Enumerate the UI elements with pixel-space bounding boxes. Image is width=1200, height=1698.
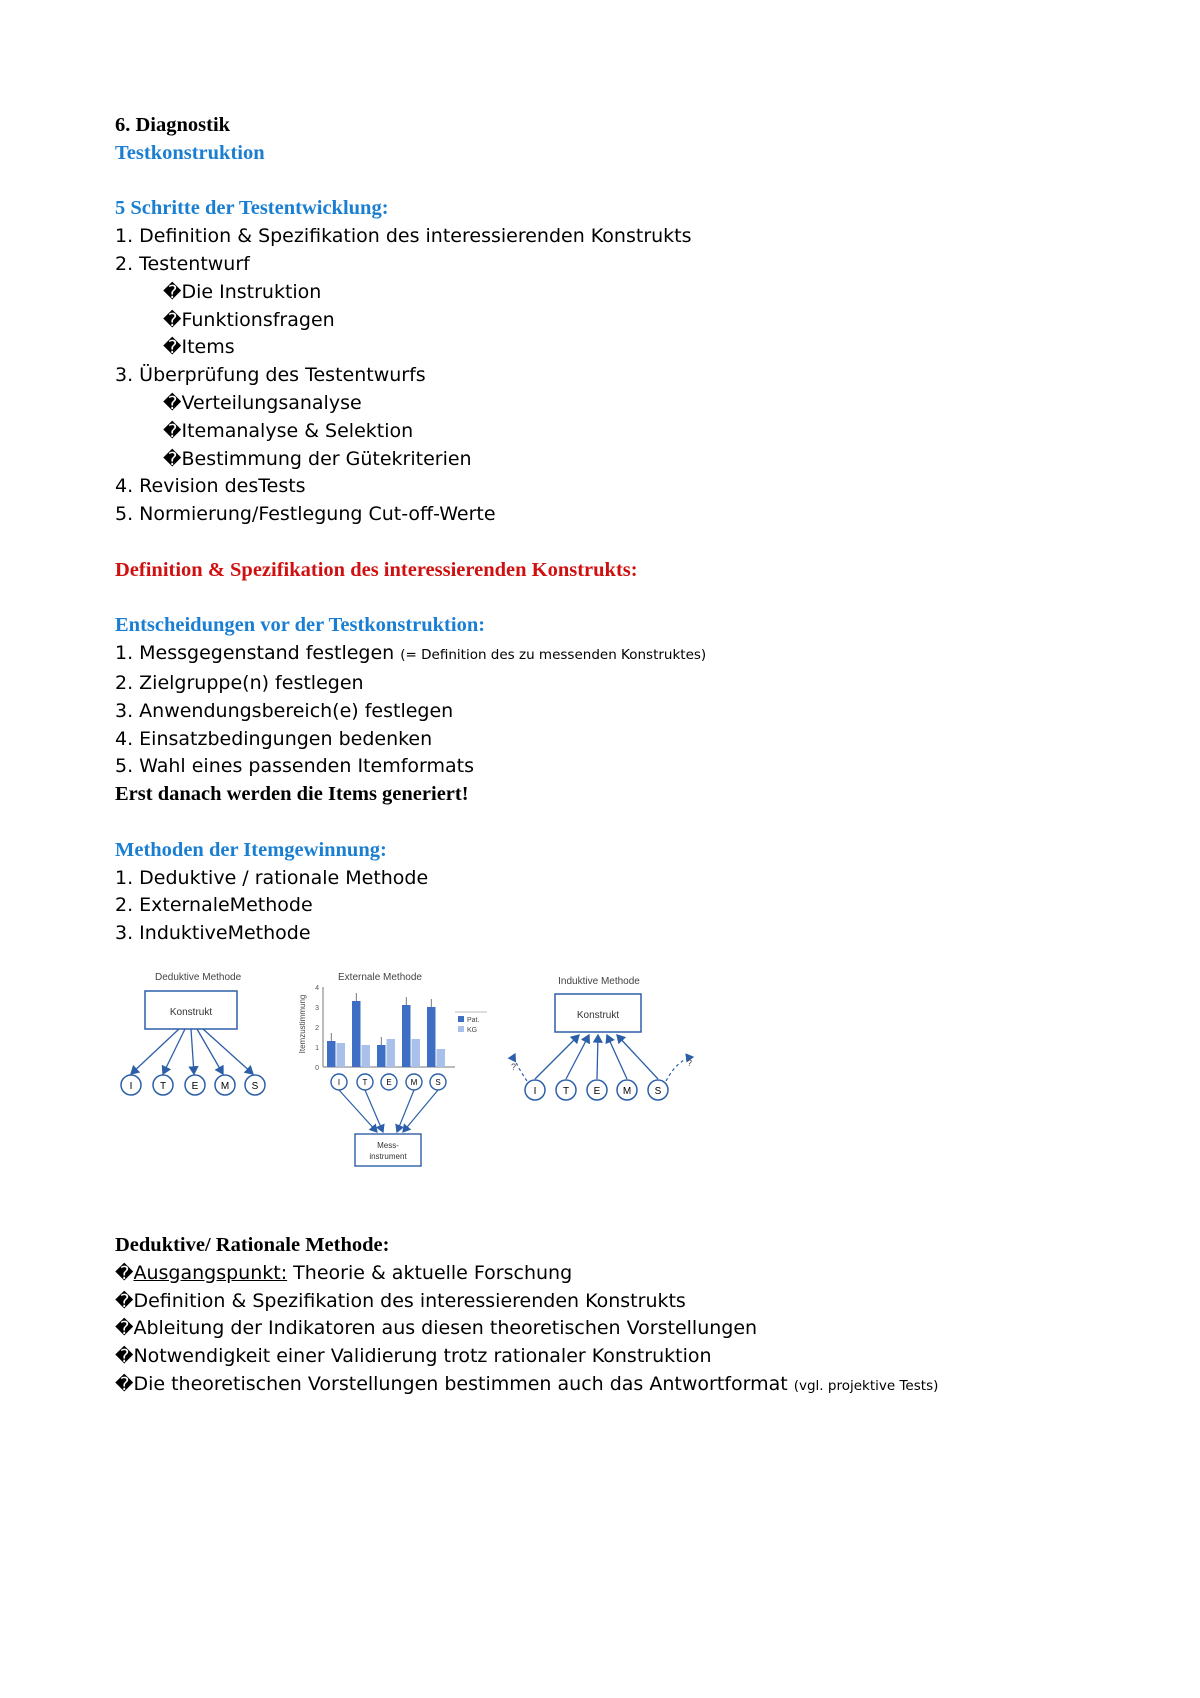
chart-y-ticks bbox=[315, 985, 319, 1072]
deductive-title: Deduktive/ Rationale Methode: bbox=[115, 1233, 390, 1256]
svg-text:M: M bbox=[220, 1080, 230, 1092]
decision-5: 5. Wahl eines passenden Itemformats bbox=[115, 755, 474, 778]
start-label: Ausgangspunkt: bbox=[133, 1261, 288, 1284]
methods-title: Methoden der Itemgewinnung: bbox=[115, 838, 387, 861]
decision-1: 1. Messgegenstand festlegen (= Definition des zu messenden Konstruktes) bbox=[115, 642, 707, 665]
bar-I-kg bbox=[337, 1043, 346, 1067]
instrument-label-2: instrument bbox=[369, 1151, 407, 1161]
bullet-icon: � bbox=[163, 281, 182, 303]
chart-legend bbox=[455, 1012, 487, 1034]
decisions-conclusion: Erst danach werden die Items generiert! bbox=[115, 783, 469, 806]
step-3-sub-2: �Itemanalyse & Selektion bbox=[115, 418, 1115, 446]
chapter-heading: 6. Diagnostik bbox=[115, 114, 231, 136]
bullet-icon: � bbox=[115, 1346, 134, 1368]
bar-T-kg bbox=[362, 1045, 371, 1067]
bar-T-pat bbox=[352, 1001, 361, 1067]
svg-text:M: M bbox=[410, 1077, 418, 1087]
question-mark-right: ? bbox=[687, 1057, 693, 1068]
svg-text:M: M bbox=[622, 1085, 632, 1097]
measurement-instrument-box bbox=[355, 1134, 421, 1166]
svg-text:T: T bbox=[362, 1077, 368, 1087]
step-2-sub-2: �Funktionsfragen bbox=[115, 307, 1115, 335]
methods-figure bbox=[115, 954, 1115, 1204]
deductive-construct-label: Konstrukt bbox=[169, 1006, 213, 1018]
svg-text:E: E bbox=[386, 1077, 392, 1087]
inductive-item-circles bbox=[525, 1080, 668, 1100]
topic-heading: Testkonstruktion bbox=[115, 141, 265, 164]
bar-E-pat bbox=[377, 1045, 386, 1067]
instrument-label-1: Mess- bbox=[377, 1140, 399, 1150]
bullet-icon: � bbox=[115, 1318, 134, 1340]
deductive-point-1: �Definition & Spezifikation des interessierenden Konstrukts bbox=[115, 1288, 1115, 1316]
svg-text:I: I bbox=[337, 1077, 341, 1087]
inductive-construct-label: Konstrukt bbox=[576, 1009, 620, 1021]
external-title: Externale Methode bbox=[338, 971, 422, 983]
deductive-diagram bbox=[121, 972, 265, 1095]
bullet-icon: � bbox=[163, 420, 182, 442]
step-3: 3. Überprüfung des Testentwurfs bbox=[115, 364, 426, 387]
method-3: 3. InduktiveMethode bbox=[115, 922, 311, 945]
bar-I-pat bbox=[327, 1041, 336, 1067]
step-2-sub-3: �Items bbox=[115, 334, 1115, 362]
legend-kg: KG bbox=[467, 1026, 478, 1034]
bar-M-pat bbox=[402, 1005, 411, 1067]
y-tick-label-4: 4 bbox=[315, 984, 319, 992]
deductive-point-3: �Notwendigkeit einer Validierung trotz rationaler Konstruktion bbox=[115, 1343, 1115, 1371]
bar-M-kg bbox=[412, 1039, 421, 1067]
bullet-icon: � bbox=[163, 309, 182, 331]
y-tick-label-0: 0 bbox=[315, 1064, 319, 1072]
legend-swatch-kg bbox=[458, 1026, 464, 1032]
inductive-diagram bbox=[511, 976, 693, 1100]
question-mark-left: ? bbox=[511, 1061, 517, 1072]
steps-title: 5 Schritte der Testentwicklung: bbox=[115, 197, 389, 220]
y-tick-label-1: 1 bbox=[315, 1044, 319, 1052]
inductive-title: Induktive Methode bbox=[558, 975, 640, 987]
step-5: 5. Normierung/Festlegung Cut-off-Werte bbox=[115, 503, 496, 526]
decisions-title: Entscheidungen vor der Testkonstruktion: bbox=[115, 614, 486, 637]
definition-heading: Definition & Spezifikation des interessierenden Konstrukts: bbox=[115, 558, 638, 581]
chart-bars bbox=[327, 993, 445, 1067]
bar-E-kg bbox=[387, 1039, 396, 1067]
methods-diagram bbox=[115, 954, 1115, 1204]
bullet-icon: � bbox=[115, 1262, 134, 1284]
svg-text:S: S bbox=[251, 1080, 259, 1092]
bar-S-kg bbox=[437, 1049, 446, 1067]
deductive-start: �Ausgangspunkt: Theorie & aktuelle Forschung bbox=[115, 1260, 1115, 1288]
step-3-sub-3: �Bestimmung der Gütekriterien bbox=[115, 446, 1115, 474]
svg-text:I: I bbox=[533, 1085, 537, 1097]
deductive-item-circles bbox=[121, 1075, 265, 1095]
deductive-point-4: �Die theoretischen Vorstellungen bestimmen auch das Antwortformat (vgl. projektive Tests) bbox=[115, 1371, 1115, 1401]
svg-text:T: T bbox=[159, 1080, 167, 1092]
step-1: 1. Definition & Spezifikation des interessierenden Konstrukts bbox=[115, 225, 692, 248]
deductive-title: Deduktive Methode bbox=[155, 971, 242, 983]
external-item-circles bbox=[331, 1074, 446, 1090]
external-y-label: Itemzustimmung bbox=[298, 994, 307, 1054]
method-2: 2. ExternaleMethode bbox=[115, 894, 313, 917]
bar-S-pat bbox=[427, 1007, 436, 1067]
decision-3: 3. Anwendungsbereich(e) festlegen bbox=[115, 699, 454, 722]
external-diagram bbox=[298, 972, 487, 1166]
deductive-last-note: (vgl. projektive Tests) bbox=[793, 1377, 939, 1394]
bullet-icon: � bbox=[163, 448, 182, 470]
legend-pat: Pat. bbox=[467, 1016, 480, 1024]
svg-text:E: E bbox=[593, 1085, 601, 1097]
svg-text:S: S bbox=[435, 1077, 441, 1087]
svg-text:E: E bbox=[191, 1080, 199, 1092]
step-2-sub-1: �Die Instruktion bbox=[115, 279, 1115, 307]
document-content bbox=[115, 112, 1115, 1401]
bullet-icon: � bbox=[115, 1373, 134, 1395]
decision-4: 4. Einsatzbedingungen bedenken bbox=[115, 727, 433, 750]
svg-text:T: T bbox=[562, 1085, 570, 1097]
bullet-icon: � bbox=[115, 1290, 134, 1312]
method-1: 1. Deduktive / rationale Methode bbox=[115, 866, 429, 889]
bullet-icon: � bbox=[163, 337, 182, 359]
deductive-point-2: �Ableitung der Indikatoren aus diesen theoretischen Vorstellungen bbox=[115, 1315, 1115, 1343]
step-3-sub-1: �Verteilungsanalyse bbox=[115, 390, 1115, 418]
svg-text:I: I bbox=[129, 1080, 133, 1092]
step-2: 2. Testentwurf bbox=[115, 252, 250, 275]
decision-2: 2. Zielgruppe(n) festlegen bbox=[115, 671, 364, 694]
y-tick-label-2: 2 bbox=[315, 1024, 319, 1032]
legend-swatch-pat bbox=[458, 1016, 464, 1022]
y-tick-label-3: 3 bbox=[315, 1004, 319, 1012]
decision-1-note: (= Definition des zu messenden Konstruktes) bbox=[400, 647, 707, 664]
step-4: 4. Revision desTests bbox=[115, 475, 306, 498]
svg-text:S: S bbox=[654, 1085, 662, 1097]
bullet-icon: � bbox=[163, 392, 182, 414]
